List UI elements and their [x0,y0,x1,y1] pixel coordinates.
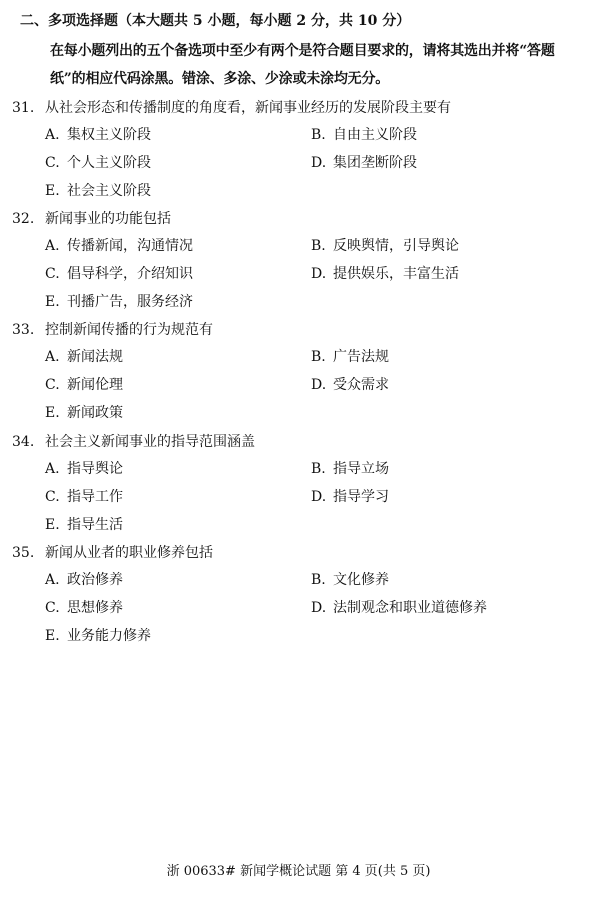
option-e [45,180,151,200]
question-text: 社会主义新闻事业的指导范围涵盖 [45,434,255,450]
section-title: 二、多项选择题（本大题共 5 小题，每小题 2 分，共 10 分） [20,13,411,29]
question-stem [12,97,451,117]
option-letter: D. [311,155,327,171]
question-number: 33. [12,322,35,338]
question-31 [0,97,597,207]
option-text: 受众需求 [333,377,389,393]
question-number: 31. [12,100,35,116]
option-letter: D. [311,377,327,393]
option-letter: D. [311,489,327,505]
option-letter: B. [311,572,326,588]
question-number: 35. [12,545,35,561]
option-b [311,235,459,255]
option-letter: C. [45,377,60,393]
question-35 [0,542,597,652]
option-d [311,374,389,394]
section-instructions: 在每小题列出的五个备选项中至少有两个是符合题目要求的，请将其选出并将“答题纸”的相应代码涂黑。错涂、多涂、少涂或未涂均无分。 [50,43,555,87]
option-d [311,597,487,617]
option-letter: D. [311,600,327,616]
option-letter: A. [45,238,60,254]
option-letter: C. [45,600,60,616]
question-stem [12,319,213,339]
option-text: 思想修养 [67,600,123,616]
option-b [311,569,389,589]
option-c [45,486,123,506]
option-a [45,124,151,144]
option-letter: A. [45,461,60,477]
option-letter: D. [311,266,327,282]
question-number: 34. [12,434,35,450]
question-number: 32. [12,211,35,227]
option-d [311,486,389,506]
option-b [311,346,389,366]
option-text: 集团垄断阶段 [333,155,417,171]
option-letter: B. [311,461,326,477]
page-footer: 浙 00633# 新闻学概论试题 第 4 页(共 5 页) [166,864,431,879]
option-text: 倡导科学，介绍知识 [67,266,193,282]
option-e [45,402,123,422]
option-text: 法制观念和职业道德修养 [333,600,487,616]
option-c [45,597,123,617]
option-e [45,291,193,311]
question-34 [0,431,597,541]
option-letter: C. [45,266,60,282]
option-text: 反映舆情，引导舆论 [333,238,459,254]
option-text: 指导工作 [67,489,123,505]
option-text: 指导舆论 [67,461,123,477]
option-a [45,458,123,478]
option-text: 个人主义阶段 [67,155,151,171]
option-text: 新闻法规 [67,349,123,365]
option-letter: E. [45,405,60,421]
question-text: 从社会形态和传播制度的角度看，新闻事业经历的发展阶段主要有 [45,100,451,116]
option-text: 业务能力修养 [67,628,151,644]
option-text: 指导立场 [333,461,389,477]
option-text: 刊播广告，服务经济 [67,294,193,310]
question-text: 新闻事业的功能包括 [45,211,171,227]
option-letter: A. [45,349,60,365]
question-stem [12,431,255,451]
option-letter: E. [45,628,60,644]
option-text: 传播新闻，沟通情况 [67,238,193,254]
option-text: 文化修养 [333,572,389,588]
option-letter: E. [45,294,60,310]
option-b [311,124,417,144]
option-c [45,152,151,172]
question-stem [12,208,171,228]
question-text: 新闻从业者的职业修养包括 [45,545,213,561]
option-text: 集权主义阶段 [67,127,151,143]
option-letter: B. [311,349,326,365]
option-text: 新闻伦理 [67,377,123,393]
option-e [45,514,123,534]
question-text: 控制新闻传播的行为规范有 [45,322,213,338]
option-text: 广告法规 [333,349,389,365]
option-c [45,374,123,394]
option-text: 社会主义阶段 [67,183,151,199]
option-e [45,625,151,645]
option-text: 自由主义阶段 [333,127,417,143]
option-text: 政治修养 [67,572,123,588]
question-stem [12,542,213,562]
question-32 [0,208,597,318]
option-text: 新闻政策 [67,405,123,421]
option-letter: B. [311,238,326,254]
question-33 [0,319,597,429]
option-letter: E. [45,517,60,533]
option-text: 指导学习 [333,489,389,505]
option-b [311,458,389,478]
option-d [311,152,417,172]
option-a [45,235,193,255]
option-letter: E. [45,183,60,199]
option-a [45,346,123,366]
option-letter: A. [45,572,60,588]
option-c [45,263,193,283]
option-letter: B. [311,127,326,143]
option-d [311,263,459,283]
option-letter: A. [45,127,60,143]
option-text: 指导生活 [67,517,123,533]
option-letter: C. [45,489,60,505]
option-letter: C. [45,155,60,171]
option-text: 提供娱乐，丰富生活 [333,266,459,282]
option-a [45,569,123,589]
